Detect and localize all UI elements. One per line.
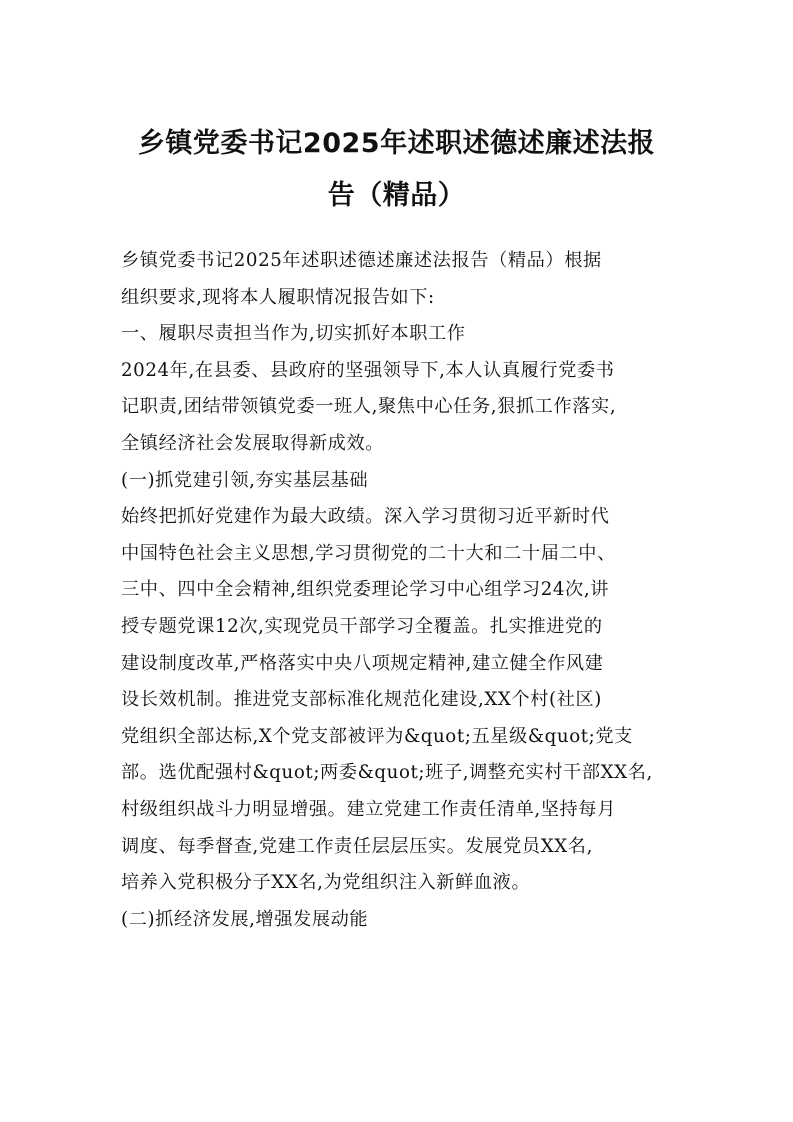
document-title [100,118,693,222]
title-line-2: 告（精品） [327,180,466,211]
body-line: 部。选优配强村&quot;两委&quot;班子,调整充实村干部XX名, [121,762,653,784]
title-line-1: 乡镇党委书记2025年述职述德述廉述法报 [137,128,656,159]
body-line: 乡镇党委书记2025年述职述德述廉述法报告（精品）根据 [121,250,602,271]
body-line: 2024年,在县委、县政府的坚强领导下,本人认真履行党委书 [121,359,615,381]
body-line: 组织要求,现将本人履职情况报告如下: [121,286,435,308]
body-line: 三中、四中全会精神,组织党委理论学习中心组学习24次,讲 [121,579,610,601]
body-line: 培养入党积极分子XX名,为党组织注入新鲜血液。 [121,872,531,894]
body-line: 村级组织战斗力明显增强。建立党建工作责任清单,坚持每月 [121,798,616,820]
body-line: 始终把抓好党建作为最大政绩。深入学习贯彻习近平新时代 [121,506,610,528]
body-line: 授专题党课12次,实现党员干部学习全覆盖。扎实推进党的 [121,615,603,637]
section-heading: 一、履职尽责担当作为,切实抓好本职工作 [121,323,466,345]
document-body [121,243,676,938]
body-line: 记职责,团结带领镇党委一班人,聚焦中心任务,狠抓工作落实, [121,396,617,418]
body-line: 党组织全部达标,X个党支部被评为&quot;五星级&quot;党支 [121,725,633,747]
body-line: 建设制度改革,严格落实中央八项规定精神,建立健全作风建 [121,652,604,674]
body-line: 全镇经济社会发展取得新成效。 [121,432,385,454]
body-line: 调度、每季督查,党建工作责任层层压实。发展党员XX名, [121,835,593,857]
body-line: 中国特色社会主义思想,学习贯彻党的二十大和二十届二中、 [121,542,616,564]
subsection-heading: (一)抓党建引领,夯实基层基础 [121,469,369,491]
body-line: 设长效机制。推进党支部标准化规范化建设,XX个村(社区) [121,689,602,711]
subsection-heading: (二)抓经济发展,增强发展动能 [121,908,369,930]
